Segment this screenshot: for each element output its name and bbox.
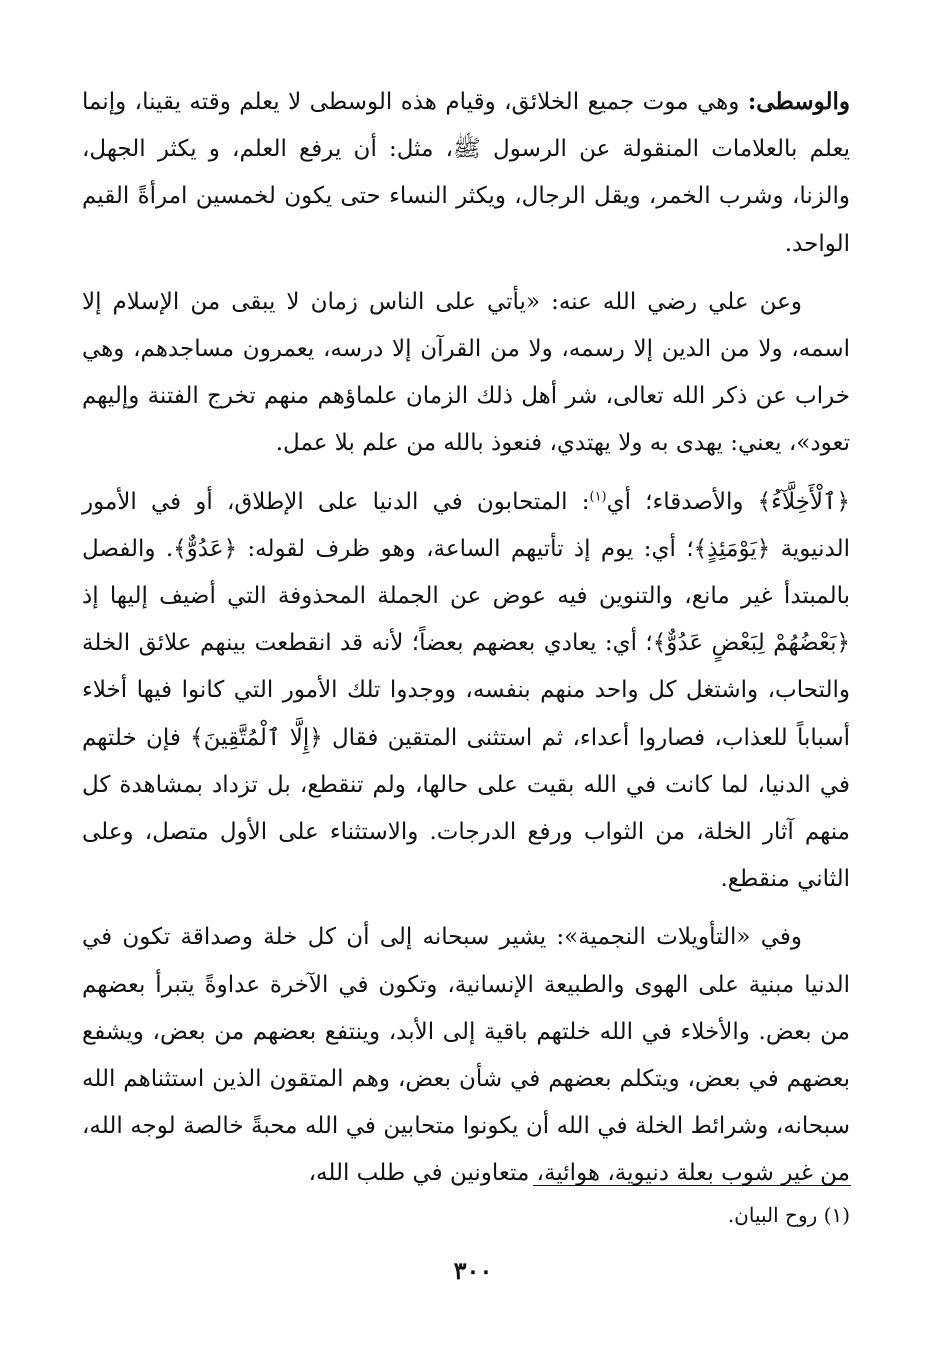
paragraph-2-text: وعن علي رضي الله عنه: «يأتي على الناس زمان لا يبقى من الإسلام إلا اسمه، ولا من الدين إلا رسمه، ولا من القرآن إلا درسه، يعمرون مساجدهم، وهي خراب عن ذكر الله تعالى، شر أهل ذلك الزمان علماؤهم منهم تخرج الفتنة وإليهم تعود»، يعني: يهدى به ولا يهتدي، فنعوذ بالله من علم بلا عمل. — [82, 288, 850, 457]
paragraph-3-text-start: ﴿ٱلْأَخِلَّآءُ﴾ والأصدقاء؛ أي — [606, 488, 850, 515]
paragraph-4-text: وفي «التأويلات النجمية»: يشير سبحانه إلى أن كل خلة وصداقة تكون في الدنيا مبنية على الهوى والطبيعة الإنسانية، وتكون في الآخرة عداوةً يتبرأ بعضهم من بعض. والأخلاء في الله خلتهم باقية إلى الأبد، وينتفع بعضهم من بعض، ويشفع بعضهم في بعض، ويتكلم بعضهم في شأن بعض، وهم المتقون الذين استثناهم الله سبحانه، وشرائط الخلة في الله أن يكونوا متحابين في الله محبةً خالصة لوجه الله، من غير شوب بعلة دنيوية، هوائية، متعاونين في طلب الله، — [82, 924, 850, 1187]
paragraph-3 — [82, 479, 850, 904]
term-lead: والوسطى: — [747, 88, 850, 115]
paragraph-1 — [82, 78, 850, 268]
paragraph-1-text: وهي موت جميع الخلائق، وقيام هذه الوسطى لا يعلم وقته يقينا، وإنما يعلم بالعلامات المنقولة عن الرسول ﷺ، مثل: أن يرفع العلم، و يكثر الجهل، والزنا، وشرب الخمر، ويقل الرجال، ويكثر النساء حتى يكون لخمسين امرأةً القيم الواحد. — [82, 89, 850, 257]
paragraph-2 — [82, 279, 850, 468]
page-number: ٣٠٠ — [453, 1256, 493, 1285]
footnote-reference: (١) — [589, 488, 607, 504]
main-text — [82, 78, 850, 1198]
paragraph-4 — [82, 914, 850, 1197]
footnote: (١) روح البيان. — [727, 1203, 850, 1227]
paragraph-3-text-rest: : المتحابون في الدنيا على الإطلاق، أو في الأمور الدنيوية ﴿يَوْمَئِذٍ﴾؛ أي: يوم إذ تأتيهم الساعة، وهو ظرف لقوله: ﴿عَدُوٌّ﴾. والفصل بالمبتدأ غير مانع، والتنوين فيه عوض عن الجملة المحذوفة التي أضيف إليها إذ ﴿بَعْضُهُمْ لِبَعْضٍ عَدُوٌّ﴾؛ أي: يعادي بعضهم بعضاً؛ لأنه قد انقطعت بينهم علائق الخلة والتحاب، واشتغل كل واحد منهم بنفسه، ووجدوا تلك الأمور التي كانوا فيها أخلاء أسباباً للعذاب، فصاروا أعداء، ثم استثنى المتقين فقال ﴿إِلَّا ٱلْمُتَّقِينَ﴾ فإن خلتهم في الدنيا، لما كانت في الله بقيت على حالها، ولم تنقطع، بل تزداد بمشاهدة كل منهم آثار الخلة، من الثواب ورفع الدرجات. والاستثناء على الأول متصل، وعلى الثاني منقطع. — [82, 488, 850, 893]
footnote-separator — [533, 1185, 851, 1186]
